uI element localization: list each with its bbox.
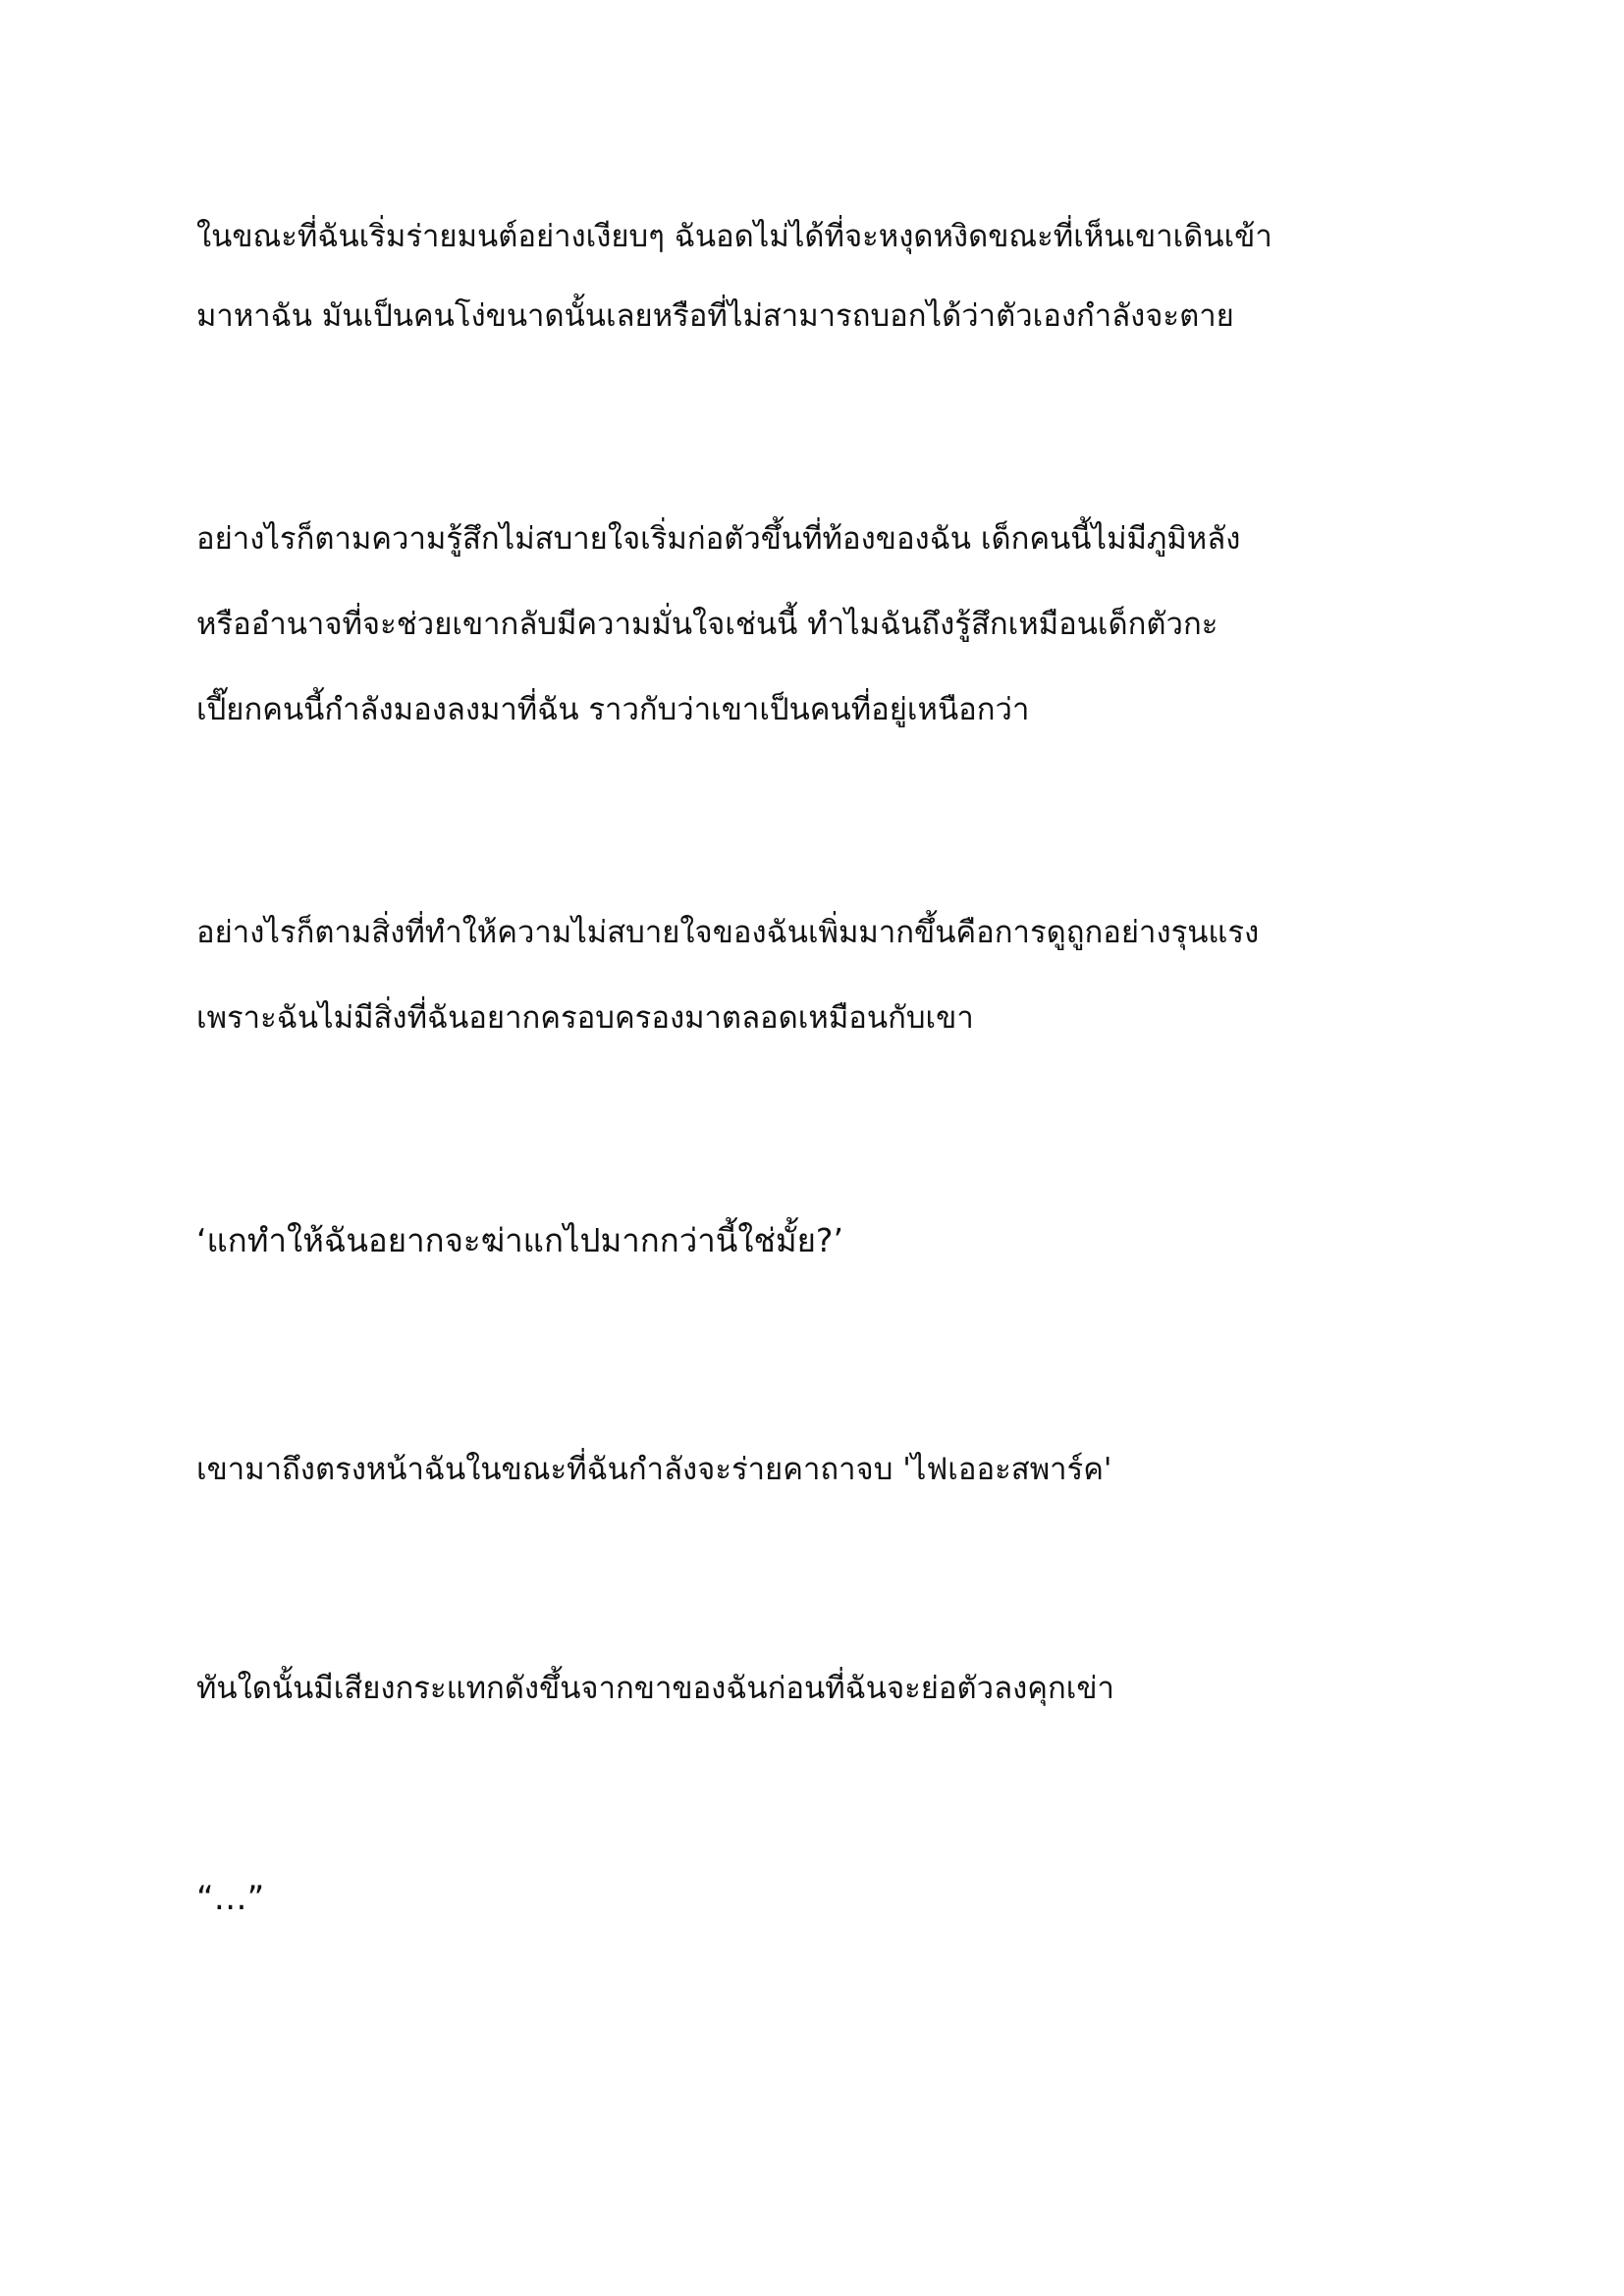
text-line: อย่างไรก็ตามสิ่งที่ทำให้ความไม่สบายใจของฉันเพิ่มมากขึ้นคือการดูถูกอย่างรุนแรง bbox=[196, 915, 1260, 950]
text-line: เปี๊ยกคนนี้กำลังมองลงมาที่ฉัน ราวกับว่าเขาเป็นคนที่อยู่เหนือกว่า bbox=[196, 692, 1030, 727]
text-line: หรืออำนาจที่จะช่วยเขากลับมีความมั่นใจเช่นนี้ ทำไมฉันถึงรู้สึกเหมือนเด็กตัวกะ bbox=[196, 607, 1218, 642]
text-line: ทันใดนั้นมีเสียงกระแทกดังขึ้นจากขาของฉันก่อนที่ฉันจะย่อตัวลงคุกเข่า bbox=[196, 1671, 1114, 1706]
text-line: เขามาถึงตรงหน้าฉันในขณะที่ฉันกำลังจะร่ายคาถาจบ 'ไฟเออะสพาร์ค' bbox=[196, 1452, 1112, 1487]
text-line: เพราะฉันไม่มีสิ่งที่ฉันอยากครอบครองมาตลอดเหมือนกับเขา bbox=[196, 1000, 974, 1036]
ellipsis-dialogue: “…” bbox=[196, 1879, 265, 1918]
dialogue-line: ‘แกทำให้ฉันอยากจะฆ่าแกไปมากกว่านี้ใช่มั้ย?’ bbox=[196, 1221, 843, 1259]
text-line: อย่างไรก็ตามความรู้สึกไม่สบายใจเริ่มก่อตัวขึ้นที่ท้องของฉัน เด็กคนนี้ไม่มีภูมิหลัง bbox=[196, 521, 1241, 557]
text-line: มาหาฉัน มันเป็นคนโง่ขนาดนั้นเลยหรือที่ไม่สามารถบอกได้ว่าตัวเองกำลังจะตาย bbox=[196, 298, 1234, 334]
text-line: ในขณะที่ฉันเริ่มร่ายมนต์อย่างเงียบๆ ฉันอดไม่ได้ที่จะหงุดหงิดขณะที่เห็นเขาเดินเข้า bbox=[196, 219, 1272, 254]
